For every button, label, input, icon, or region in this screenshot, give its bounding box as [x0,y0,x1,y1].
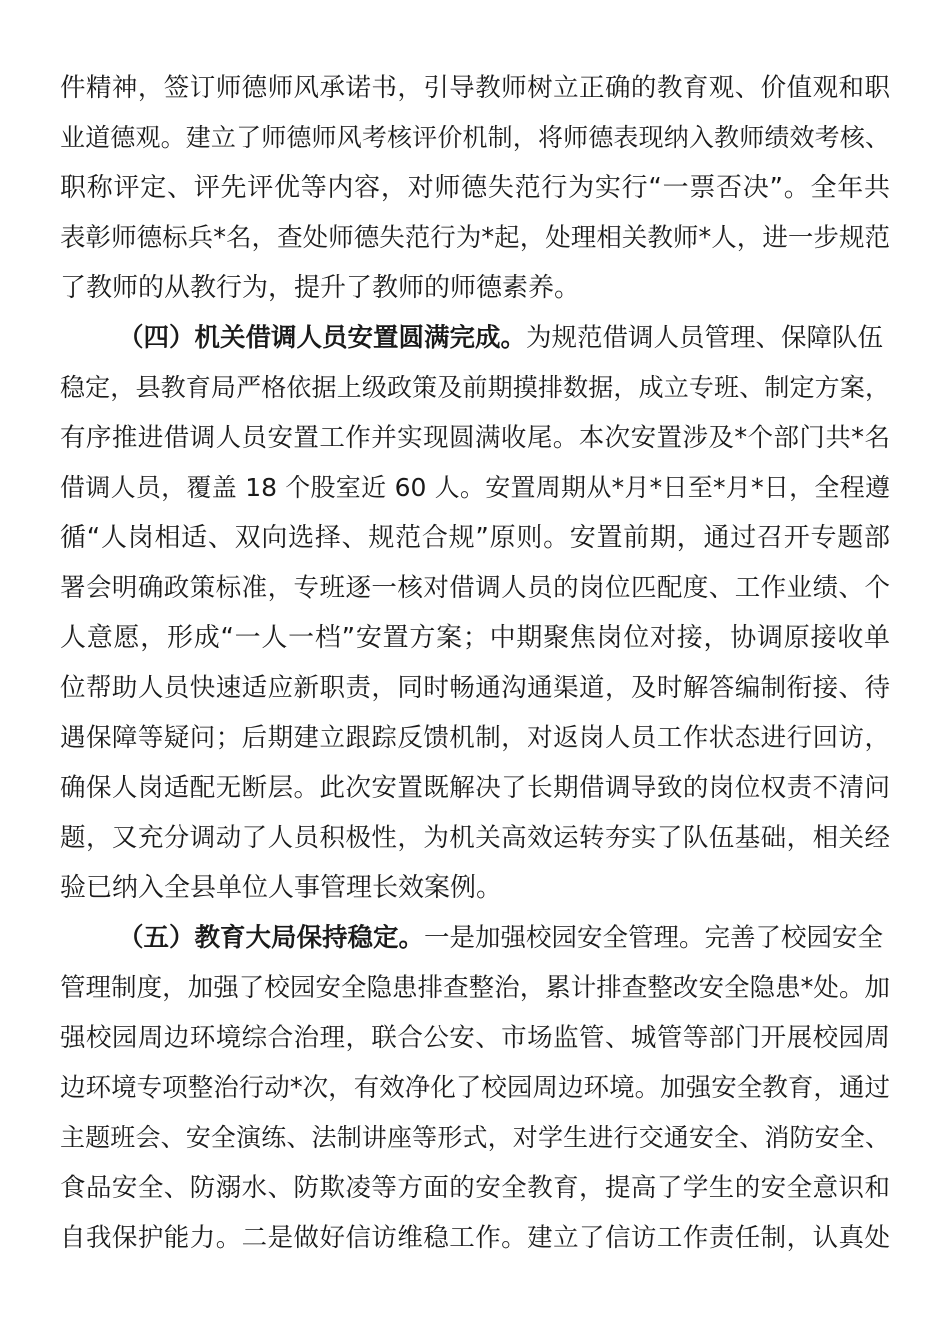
p1-line-5: 了教师的从教行为，提升了教师的师德素养。 [60,273,581,303]
p3-line-2: 管理制度，加强了校园安全隐患排查整治，累计排查整改安全隐患*处。加 [60,973,890,1003]
p3-heading: （五）教育大局保持稳定。 [118,923,425,953]
p2-line-10: 确保人岗适配无断层。此次安置既解决了长期借调导致的岗位权责不清问 [60,773,890,803]
p3-line-4: 边环境专项整治行动*次，有效净化了校园周边环境。加强安全教育，通过 [60,1073,890,1103]
p2-heading: （四）机关借调人员安置圆满完成。 [118,323,527,353]
p2-line-6: 署会明确政策标准，专班逐一核对借调人员的岗位匹配度、工作业绩、个 [60,573,890,603]
p2-line-3: 有序推进借调人员安置工作并实现圆满收尾。本次安置涉及*个部门共*名 [60,423,890,453]
p3-first-line [118,913,890,963]
p2-line-11: 题，又充分调动了人员积极性，为机关高效运转夯实了队伍基础，相关经 [60,823,890,853]
p2-line-8: 位帮助人员快速适应新职责，同时畅通沟通渠道，及时解答编制衔接、待 [60,673,890,703]
p2-line-2: 稳定，县教育局严格依据上级政策及前期摸排数据，成立专班、制定方案， [60,373,890,402]
p2-line-5: 循“人岗相适、双向选择、规范合规”原则。安置前期，通过召开专题部 [60,523,890,553]
p1-line-2: 业道德观。建立了师德师风考核评价机制，将师德表现纳入教师绩效考核、 [60,123,890,152]
p3-line-3: 强校园周边环境综合治理，联合公安、市场监管、城管等部门开展校园周 [60,1023,890,1053]
p2-line-4: 借调人员，覆盖 18 个股室近 60 人。安置周期从*月*日至*月*日，全程遵 [60,473,890,502]
p3-line-7: 自我保护能力。二是做好信访维稳工作。建立了信访工作责任制，认真处 [60,1223,890,1253]
p1-line-3: 职称评定、评先评优等内容，对师德失范行为实行“一票否决”。全年共 [60,173,890,203]
p2-first-rest: 为规范借调人员管理、保障队伍 [526,323,884,353]
p2-first-line [118,313,890,363]
p1-line-4: 表彰师德标兵*名，查处师德失范行为*起，处理相关教师*人，进一步规范 [60,223,890,253]
p2-line-12: 验已纳入全县单位人事管理长效案例。 [60,873,503,903]
p3-line-6: 食品安全、防溺水、防欺凌等方面的安全教育，提高了学生的安全意识和 [60,1173,890,1203]
p1-line-1: 件精神，签订师德师风承诺书，引导教师树立正确的教育观、价值观和职 [60,73,890,103]
p3-line-5: 主题班会、安全演练、法制讲座等形式，对学生进行交通安全、消防安全、 [60,1123,890,1152]
p2-line-7: 人意愿，形成“一人一档”安置方案；中期聚焦岗位对接，协调原接收单 [60,623,890,653]
p3-first-rest: 一是加强校园安全管理。完善了校园安全 [424,923,884,953]
p2-line-9: 遇保障等疑问；后期建立跟踪反馈机制，对返岗人员工作状态进行回访， [60,723,890,753]
